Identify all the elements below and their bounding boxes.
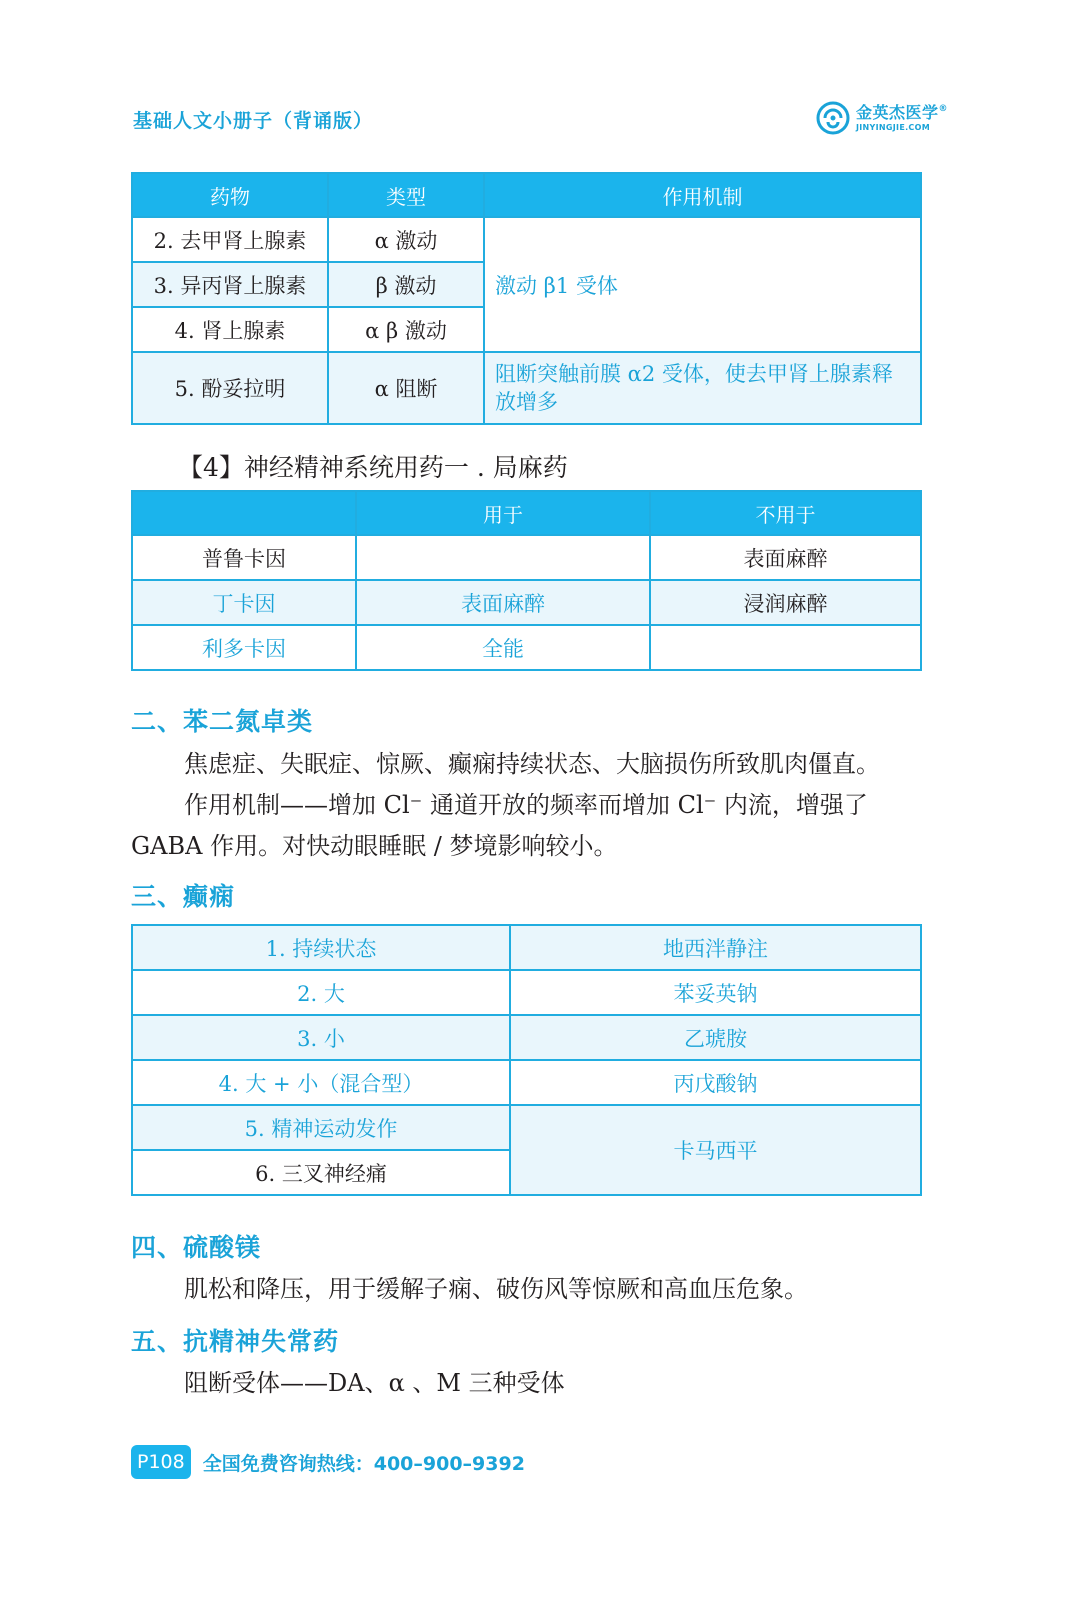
used-cell [356,535,650,580]
seizure-type-cell: 3. 小 [132,1015,510,1060]
section-heading: 三、癫痫 [131,882,236,911]
page-footer [131,1444,525,1480]
col-header-drug: 药物 [132,173,328,217]
table-row [132,1060,921,1105]
type-cell: α 阻断 [328,352,484,424]
table-row [132,625,921,670]
hotline-text: 全国免费咨询热线：400–900–9392 [202,1452,525,1475]
drug-cell: 3. 异丙肾上腺素 [132,262,328,307]
drug-cell: 地西泮静注 [510,925,921,970]
table-row [132,1105,921,1150]
drug-cell: 卡马西平 [510,1105,921,1195]
type-cell: α 激动 [328,217,484,262]
section-heading: 二、苯二氮卓类 [131,707,314,736]
drug-cell: 丙戊酸钠 [510,1060,921,1105]
table-header-row [132,491,921,535]
paragraph: 焦虑症、失眠症、惊厥、癫痫持续状态、大脑损伤所致肌肉僵直。 [184,750,880,778]
adrenergic-drug-table [131,172,922,425]
logo-registered: ® [938,103,948,114]
used-cell: 全能 [356,625,650,670]
col-header-used: 用于 [356,491,650,535]
table-row [132,925,921,970]
paragraph: 肌松和降压，用于缓解子痫、破伤风等惊厥和高血压危象。 [184,1275,808,1303]
table-row [132,535,921,580]
type-cell: α β 激动 [328,307,484,352]
used-cell: 表面麻醉 [356,580,650,625]
col-header-mechanism: 作用机制 [484,173,921,217]
table-row [132,217,921,262]
logo-english: JINYINGJIE.COM [855,122,930,132]
drug-cell: 乙琥胺 [510,1015,921,1060]
col-header-type: 类型 [328,173,484,217]
section-note: 【4】神经精神系统用药一 . 局麻药 [178,453,568,482]
drug-cell: 4. 肾上腺素 [132,307,328,352]
drug-cell: 丁卡因 [132,580,356,625]
paragraph: 作用机制——增加 Cl⁻ 通道开放的频率而增加 Cl⁻ 内流，增强了 [184,791,868,819]
table-header-row [132,173,921,217]
brand-logo [816,100,948,136]
section-heading: 四、硫酸镁 [131,1233,262,1262]
seizure-type-cell: 1. 持续状态 [132,925,510,970]
logo-icon [816,101,850,135]
seizure-type-cell: 4. 大 + 小（混合型） [132,1060,510,1105]
local-anesthetic-table [131,490,922,671]
page-number-badge: P108 [131,1445,191,1479]
paragraph: GABA 作用。对快动眼睡眠 / 梦境影响较小。 [131,832,618,860]
drug-cell: 5. 酚妥拉明 [132,352,328,424]
table-row [132,1015,921,1060]
epilepsy-table [131,924,922,1196]
col-header-blank [132,491,356,535]
col-header-not-used: 不用于 [650,491,921,535]
page-header [133,100,948,140]
seizure-type-cell: 2. 大 [132,970,510,1015]
seizure-type-cell: 6. 三叉神经痛 [132,1150,510,1195]
table-row [132,352,921,424]
mechanism-cell: 激动 β1 受体 [484,217,921,352]
not-used-cell: 浸润麻醉 [650,580,921,625]
drug-cell: 利多卡因 [132,625,356,670]
seizure-type-cell: 5. 精神运动发作 [132,1105,510,1150]
drug-cell: 2. 去甲肾上腺素 [132,217,328,262]
paragraph: 阻断受体——DA、α 、M 三种受体 [184,1369,565,1397]
not-used-cell: 表面麻醉 [650,535,921,580]
drug-cell: 普鲁卡因 [132,535,356,580]
drug-cell: 苯妥英钠 [510,970,921,1015]
book-title: 基础人文小册子（背诵版） [133,110,374,132]
not-used-cell [650,625,921,670]
table-row [132,580,921,625]
section-heading: 五、抗精神失常药 [131,1327,340,1356]
logo-chinese: 金英杰医学 [855,102,939,122]
type-cell: β 激动 [328,262,484,307]
mechanism-cell: 阻断突触前膜 α2 受体，使去甲肾上腺素释放增多 [484,352,921,424]
table-row [132,970,921,1015]
